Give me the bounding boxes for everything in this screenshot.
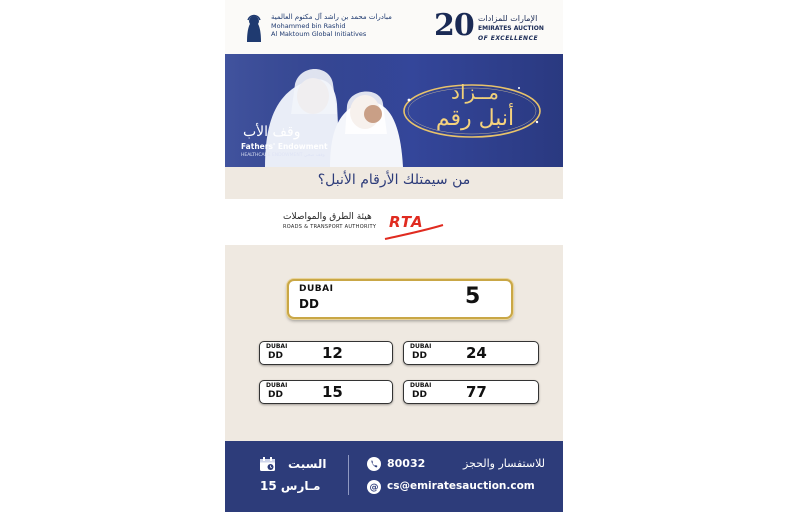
- footer-divider: [348, 455, 349, 495]
- plate-city: DUBAI: [410, 382, 432, 389]
- auction-title-line2: أنبل رقم: [435, 106, 515, 131]
- phone-number[interactable]: 80032: [387, 457, 426, 470]
- logo-english-name: EMIRATES AUCTION: [478, 25, 544, 32]
- plate-city: DUBAI: [410, 343, 432, 350]
- plate-15[interactable]: [259, 380, 393, 404]
- rta-logo-text: RTA: [389, 213, 424, 231]
- header-logos: [225, 0, 563, 54]
- endowment-subtitle: HEALTHCARE ENDOWMENT وقف صحي: [241, 153, 325, 158]
- mbr-logo-line1: Mohammed bin Rashid: [271, 22, 346, 30]
- plate-number: 15: [322, 383, 343, 401]
- emirates-auction-logo: [430, 6, 555, 50]
- email-address[interactable]: cs@emiratesauction.com: [387, 480, 535, 492]
- calendar-icon: [259, 456, 276, 472]
- logo-anniversary-number: 20: [434, 8, 474, 43]
- plate-12[interactable]: [259, 341, 393, 365]
- email-icon: [367, 480, 381, 494]
- phone-icon: [367, 457, 381, 471]
- poster: [225, 0, 563, 512]
- campaign-banner: [225, 54, 563, 167]
- headline-question: من سيمتلك الأرقام الأنبل؟: [317, 172, 471, 188]
- auction-title-line1: مــزاد: [451, 80, 499, 104]
- plate-24[interactable]: [403, 341, 539, 365]
- plate-code: DD: [299, 297, 319, 311]
- plate-code: DD: [268, 390, 283, 400]
- endowment-english-title: Fathers' Endowment: [241, 142, 328, 151]
- endowment-arabic-title: وقف الأب: [243, 124, 301, 140]
- plate-code: DD: [412, 390, 427, 400]
- rta-arabic-name: هيئة الطرق والمواصلات: [283, 212, 372, 222]
- plate-city: DUBAI: [266, 382, 288, 389]
- featured-plate-5[interactable]: [287, 279, 513, 319]
- plate-77[interactable]: [403, 380, 539, 404]
- auction-day: السبت: [288, 457, 327, 471]
- plate-number: 77: [466, 383, 487, 401]
- mbr-initiatives-logo: [243, 10, 393, 48]
- plate-code: DD: [412, 351, 427, 361]
- inquiry-label: للاستفسار والحجز: [463, 457, 545, 470]
- plate-number: 5: [465, 284, 481, 309]
- plate-city: DUBAI: [266, 343, 288, 350]
- logo-tagline: OF EXCELLENCE: [478, 35, 539, 42]
- rta-band: [225, 199, 563, 245]
- rta-swoosh-icon: [383, 213, 445, 241]
- sheikh-portrait-icon: [243, 12, 265, 44]
- mbr-logo-line2: Al Maktoum Global Initiatives: [271, 30, 367, 38]
- rta-logo: [383, 213, 445, 241]
- rta-english-name: ROADS & TRANSPORT AUTHORITY: [283, 224, 377, 230]
- svg-text:@: @: [369, 483, 379, 494]
- plate-number: 12: [322, 344, 343, 362]
- logo-arabic-name: الإمارات للمزادات: [478, 14, 538, 23]
- auction-date: 15 مـارس: [260, 479, 321, 493]
- mbr-logo-arabic: مبادرات محمد بن راشد آل مكتوم العالمية: [271, 13, 392, 21]
- plate-city: DUBAI: [299, 284, 334, 294]
- footer-contact-bar: [225, 441, 563, 512]
- plate-number: 24: [466, 344, 487, 362]
- plate-code: DD: [268, 351, 283, 361]
